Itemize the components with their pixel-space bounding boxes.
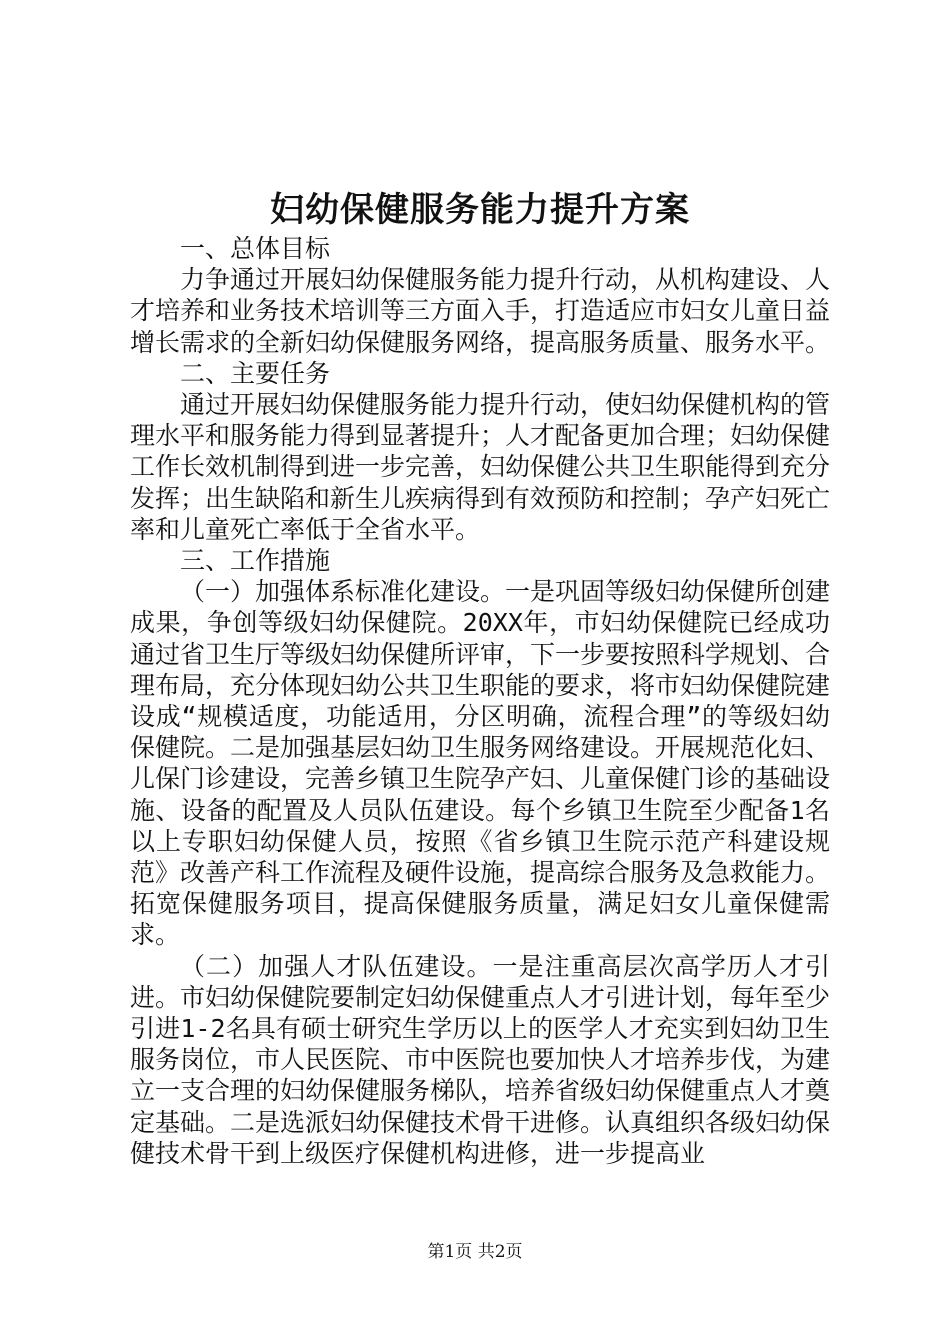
section-heading-tasks: 二、主要任务 [180,358,331,388]
section-heading-measures: 三、工作措施 [180,546,331,576]
document-title: 妇幼保健服务能力提升方案 [270,190,690,230]
document-body [130,233,830,1169]
paragraph-measure-talent: （二）加强人才队伍建设。一是注重高层次高学历人才引进。市妇幼保健院要制定妇幼保健重点人才引进计划，每年至少引进1-2名具有硕士研究生学历以上的医学人才充实到妇幼卫生服务岗位，市人民医院、市中医院也要加快人才培养步伐，为建立一支合理的妇幼保健服务梯队，培养省级妇幼保健重点人才奠定基础。二是选派妇幼保健技术骨干进修。认真组织各级妇幼保健技术骨干到上级医疗保健机构进修，进一步提高业 [130,951,831,1168]
paragraph-tasks: 通过开展妇幼保健服务能力提升行动，使妇幼保健机构的管理水平和服务能力得到显著提升；人才配备更加合理；妇幼保健工作长效机制得到进一步完善，妇幼保健公共卫生职能得到充分发挥；出生缺陷和新生儿疾病得到有效预防和控制；孕产妇死亡率和儿童死亡率低于全省水平。 [130,390,831,544]
section-heading-goals: 一、总体目标 [180,234,331,263]
paragraph-measure-system: （一）加强体系标准化建设。一是巩固等级妇幼保健所创建成果，争创等级妇幼保健院。20XX年，市妇幼保健院已经成功通过省卫生厅等级妇幼保健所评审，下一步要按照科学规划、合理布局，充分体现妇幼公共卫生职能的要求，将市妇幼保健院建设成“规模适度，功能适用，分区明确，流程合理”的等级妇幼保健院。二是加强基层妇幼卫生服务网络建设。开展规范化妇、儿保门诊建设，完善乡镇卫生院孕产妇、儿童保健门诊的基础设施、设备的配置及人员队伍建设。每个乡镇卫生院至少配备1名以上专职妇幼保健人员，按照《省乡镇卫生院示范产科建设规范》改善产科工作流程及硬件设施，提高综合服务及急救能力。拓宽保健服务项目，提高保健服务质量，满足妇女儿童保健需求。 [130,577,831,950]
page-footer: 第1页 共2页 [427,1242,523,1262]
paragraph-goals: 力争通过开展妇幼保健服务能力提升行动，从机构建设、人才培养和业务技术培训等三方面入手，打造适应市妇女儿童日益增长需求的全新妇幼保健服务网络，提高服务质量、服务水平。 [130,265,831,357]
